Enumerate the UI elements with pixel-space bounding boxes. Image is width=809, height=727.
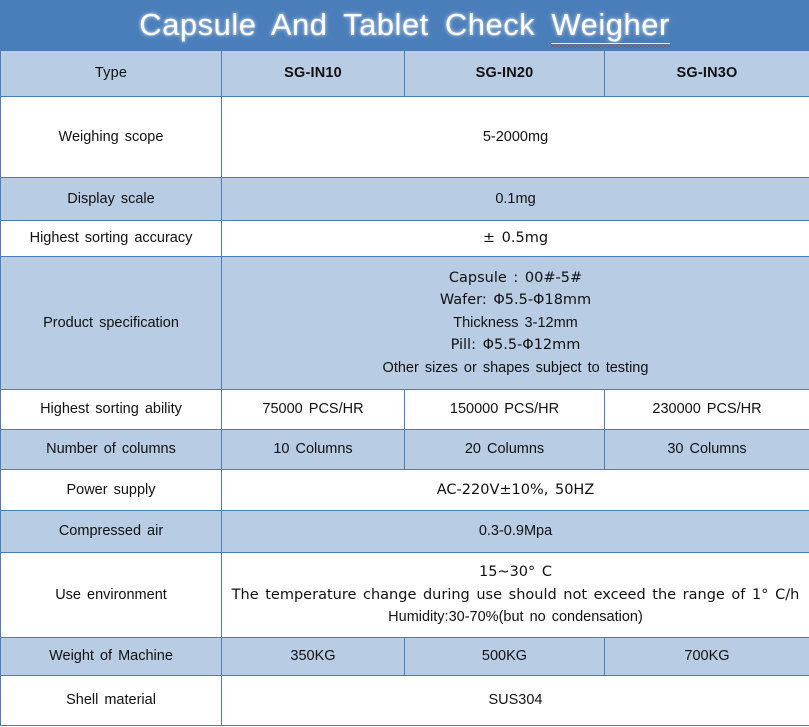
- row-label-sorting-ability: Highest sorting ability: [1, 390, 222, 430]
- table-row: [1, 511, 809, 553]
- row-label-weighing-scope: Weighing scope: [1, 97, 222, 178]
- table-row: [1, 553, 809, 638]
- header-cell-model-2: SG-IN20: [405, 51, 605, 97]
- spec-line-capsule: Capsule : 00#-5#: [448, 269, 583, 286]
- table-row: [1, 638, 809, 676]
- row-label-sorting-accuracy: Highest sorting accuracy: [1, 221, 222, 257]
- spec-line-thickness: Thickness 3-12mm: [453, 314, 578, 331]
- table-row: [1, 390, 809, 430]
- specification-table: [0, 50, 809, 726]
- row-value-compressed-air: 0.3-0.9Mpa: [222, 511, 809, 553]
- spec-line-other: Other sizes or shapes subject to testing: [382, 359, 649, 376]
- row-value-sorting-ability-2: 150000 PCS/HR: [405, 390, 605, 430]
- env-line-temperature: 15~30° C: [478, 564, 553, 581]
- row-label-display-scale: Display scale: [1, 178, 222, 221]
- header-cell-type: Type: [1, 51, 222, 97]
- row-value-product-specification: [222, 257, 809, 390]
- table-row: [1, 676, 809, 726]
- row-value-weight-1: 350KG: [222, 638, 405, 676]
- row-label-shell-material: Shell material: [1, 676, 222, 726]
- row-label-weight-of-machine: Weight of Machine: [1, 638, 222, 676]
- row-value-use-environment: [222, 553, 809, 638]
- table-row: [1, 97, 809, 178]
- row-value-display-scale: 0.1mg: [222, 178, 809, 221]
- row-value-sorting-ability-1: 75000 PCS/HR: [222, 390, 405, 430]
- header-cell-model-3: SG-IN3O: [605, 51, 809, 97]
- row-label-product-specification: Product specification: [1, 257, 222, 390]
- table-row: [1, 178, 809, 221]
- row-value-number-of-columns-1: 10 Columns: [222, 430, 405, 470]
- row-value-number-of-columns-3: 30 Columns: [605, 430, 809, 470]
- row-label-compressed-air: Compressed air: [1, 511, 222, 553]
- row-value-power-supply: AC-220V±10%, 50HZ: [222, 470, 809, 511]
- row-value-sorting-accuracy: ± 0.5mg: [222, 221, 809, 257]
- table-row: [1, 257, 809, 390]
- table-header-row: [1, 51, 809, 97]
- spec-line-pill: Pill: Φ5.5-Φ12mm: [450, 337, 581, 354]
- table-row: [1, 430, 809, 470]
- page-title: [139, 6, 670, 42]
- row-label-number-of-columns: Number of columns: [1, 430, 222, 470]
- row-label-use-environment: Use environment: [1, 553, 222, 638]
- row-value-shell-material: SUS304: [222, 676, 809, 726]
- table-row: [1, 221, 809, 257]
- table-row: [1, 470, 809, 511]
- page-title-misspelled-word: Weigher: [551, 6, 670, 42]
- row-value-number-of-columns-2: 20 Columns: [405, 430, 605, 470]
- row-value-weighing-scope: 5-2000mg: [222, 97, 809, 178]
- row-value-sorting-ability-3: 230000 PCS/HR: [605, 390, 809, 430]
- header-cell-model-1: SG-IN10: [222, 51, 405, 97]
- row-value-weight-2: 500KG: [405, 638, 605, 676]
- row-label-power-supply: Power supply: [1, 470, 222, 511]
- row-value-weight-3: 700KG: [605, 638, 809, 676]
- env-line-temperature-change: The temperature change during use should not exceed the range of 1° C/h: [231, 586, 800, 603]
- spec-line-wafer: Wafer: Φ5.5-Φ18mm: [439, 292, 592, 309]
- title-banner: [0, 0, 809, 50]
- page-title-prefix: Capsule And Tablet Check: [139, 6, 552, 42]
- env-line-humidity: Humidity:30-70%(but no condensation): [388, 609, 643, 626]
